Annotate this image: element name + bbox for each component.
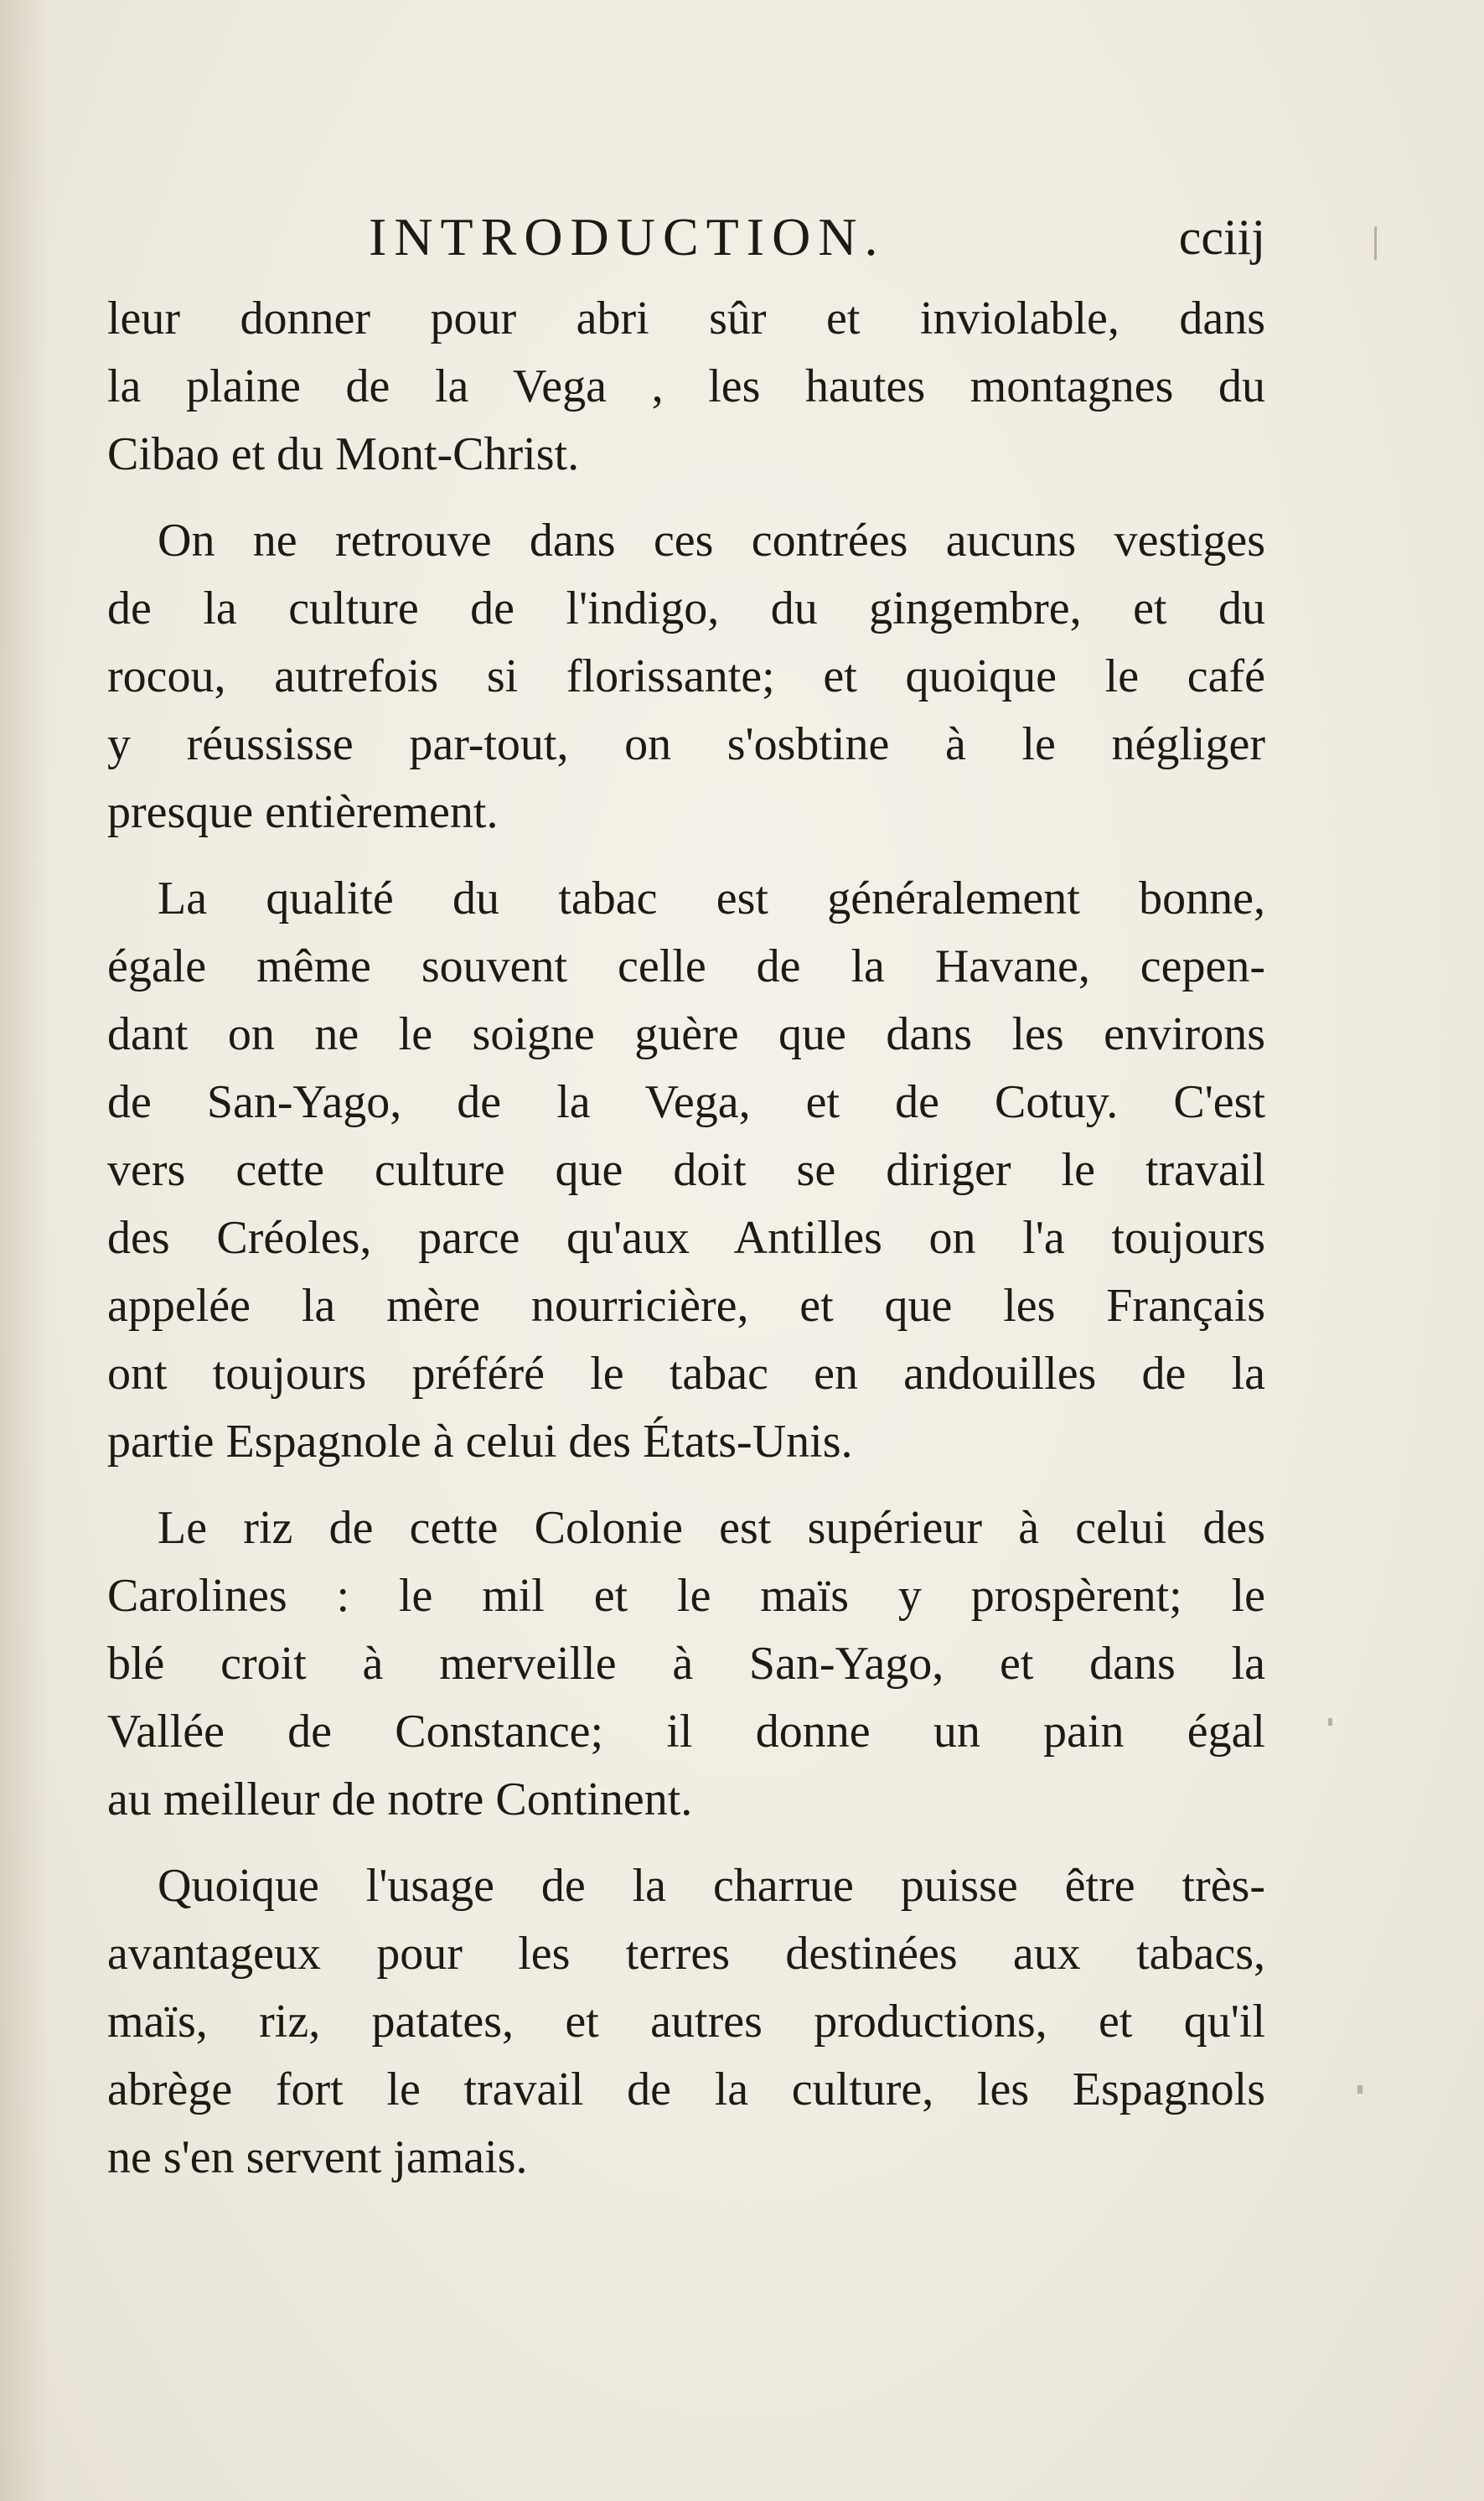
text-line: abrège fort le travail de la culture, les Espagnols <box>107 2063 1265 2115</box>
text-line: appelée la mère nourricière, et que les Français <box>107 1280 1265 1332</box>
paragraph-4 <box>107 1494 1265 1834</box>
text-line: maïs, riz, patates, et autres productions, et qu'il <box>107 1996 1265 2048</box>
text-line: On ne retrouve dans ces contrées aucuns vestiges <box>158 515 1265 567</box>
text-line: égale même souvent celle de la Havane, cepen- <box>107 940 1265 992</box>
paper-speck <box>1328 1718 1332 1726</box>
text-line: Le riz de cette Colonie est supérieur à celui des <box>158 1502 1265 1554</box>
text-line: ne s'en servent jamais. <box>107 2131 528 2183</box>
text-line: vers cette culture que doit se diriger le travail <box>107 1144 1265 1196</box>
body-text <box>107 285 1265 2192</box>
text-line: des Créoles, parce qu'aux Antilles on l'a toujours <box>107 1212 1265 1264</box>
text-line: Vallée de Constance; il donne un pain égal <box>107 1706 1265 1758</box>
text-line: avantageux pour les terres destinées aux tabacs, <box>107 1928 1265 1980</box>
text-line: blé croit à merveille à San-Yago, et dans la <box>107 1638 1265 1690</box>
text-line: la plaine de la Vega , les hautes montagnes du <box>107 360 1265 412</box>
text-line: de San-Yago, de la Vega, et de Cotuy. C'est <box>107 1076 1265 1128</box>
text-line: presque entièrement. <box>107 786 499 838</box>
paragraph-3 <box>107 865 1265 1476</box>
page-edge-shadow <box>0 0 50 2501</box>
text-line: Quoique l'usage de la charrue puisse être très- <box>158 1860 1265 1912</box>
text-line: La qualité du tabac est généralement bonne, <box>158 873 1265 924</box>
running-head-title: INTRODUCTION. <box>369 207 886 267</box>
running-head <box>369 199 1265 275</box>
paper-speck <box>1374 226 1377 260</box>
paper-speck <box>1357 2085 1362 2094</box>
text-line: Cibao et du Mont-Christ. <box>107 428 580 480</box>
text-line: au meilleur de notre Continent. <box>107 1773 693 1825</box>
text-line: Carolines : le mil et le maïs y prospèrent; le <box>107 1570 1265 1622</box>
paragraph-2 <box>107 507 1265 847</box>
text-line: de la culture de l'indigo, du gingembre, et du <box>107 583 1265 634</box>
text-line: rocou, autrefois si florissante; et quoique le café <box>107 650 1265 702</box>
paragraph-5 <box>107 1852 1265 2192</box>
text-line: y réussisse par-tout, on s'osbtine à le négliger <box>107 718 1265 770</box>
text-line: partie Espagnole à celui des États-Unis. <box>107 1416 853 1468</box>
text-line: leur donner pour abri sûr et inviolable, dans <box>107 293 1265 344</box>
text-line: dant on ne le soigne guère que dans les environs <box>107 1008 1265 1060</box>
paragraph-1 <box>107 285 1265 489</box>
page-number: cciij <box>1178 210 1265 265</box>
text-line: ont toujours préféré le tabac en andouilles de la <box>107 1348 1265 1400</box>
